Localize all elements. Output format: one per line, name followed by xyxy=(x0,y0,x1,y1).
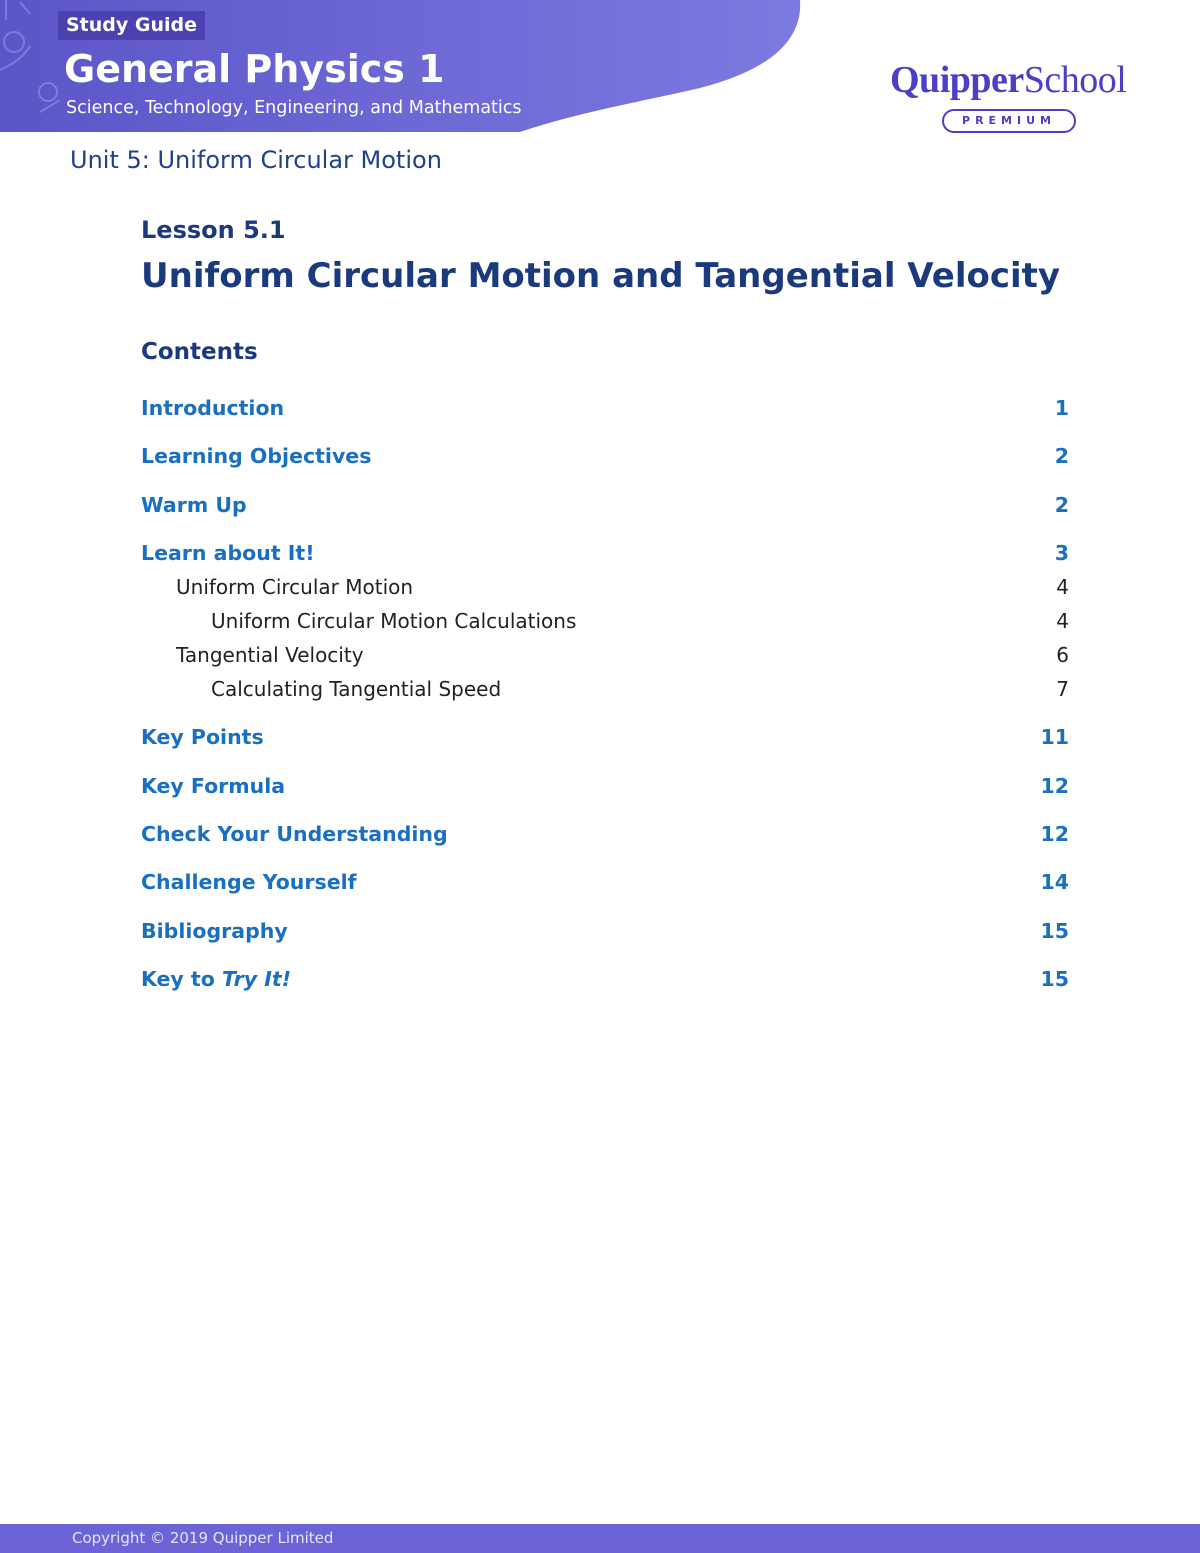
toc-page-number: 14 xyxy=(1040,870,1069,894)
toc-label-plain: Key to xyxy=(141,967,215,991)
toc-label xyxy=(141,964,291,994)
toc-label: Warm Up xyxy=(141,493,247,517)
course-subtitle: Science, Technology, Engineering, and Mathematics xyxy=(66,98,522,118)
copyright-text: Copyright © 2019 Quipper Limited xyxy=(72,1529,334,1547)
footer-bar xyxy=(0,1524,1200,1553)
toc-page-number: 4 xyxy=(1056,609,1069,633)
toc-label-italic: Try It! xyxy=(221,967,292,991)
logo-word-quipper: Quipper xyxy=(890,59,1024,101)
toc-label: Calculating Tangential Speed xyxy=(211,677,502,701)
study-guide-badge: Study Guide xyxy=(58,11,205,40)
toc-label: Uniform Circular Motion Calculations xyxy=(211,609,577,633)
toc-page-number: 1 xyxy=(1054,396,1069,420)
toc-page-number: 7 xyxy=(1056,677,1069,701)
toc-item-learning-objectives[interactable] xyxy=(141,441,1069,471)
toc-item-challenge-yourself[interactable] xyxy=(141,867,1069,897)
toc-item-calculating-tangential-speed[interactable] xyxy=(141,674,1069,704)
toc-label: Key Formula xyxy=(141,774,286,798)
toc-page-number: 4 xyxy=(1056,575,1069,599)
toc-label: Learning Objectives xyxy=(141,444,372,468)
toc-page-number: 3 xyxy=(1054,541,1069,565)
toc-item-learn-about-it[interactable] xyxy=(141,538,1069,568)
toc-item-uniform-circular-motion[interactable] xyxy=(141,572,1069,602)
premium-tag: PREMIUM xyxy=(942,109,1076,133)
toc-label: Learn about It! xyxy=(141,541,315,565)
toc-item-key-to-try-it[interactable] xyxy=(141,964,1069,994)
lesson-title: Uniform Circular Motion and Tangential Velocity xyxy=(141,256,1061,296)
toc-item-warm-up[interactable] xyxy=(141,490,1069,520)
toc-page-number: 6 xyxy=(1056,643,1069,667)
toc-page-number: 11 xyxy=(1040,725,1069,749)
toc-label: Check Your Understanding xyxy=(141,822,448,846)
toc-item-introduction[interactable] xyxy=(141,393,1069,423)
lesson-label: Lesson 5.1 xyxy=(141,216,286,244)
toc-page-number: 12 xyxy=(1040,822,1069,846)
unit-title: Unit 5: Uniform Circular Motion xyxy=(70,146,442,174)
toc-item-check-your-understanding[interactable] xyxy=(141,819,1069,849)
quipper-school-logo xyxy=(890,58,1135,138)
contents-heading: Contents xyxy=(141,339,258,365)
course-title: General Physics 1 xyxy=(64,47,445,91)
toc-page-number: 15 xyxy=(1040,967,1069,991)
toc-label: Challenge Yourself xyxy=(141,870,357,894)
toc-item-key-formula[interactable] xyxy=(141,771,1069,801)
header-banner xyxy=(0,0,810,132)
toc-item-ucm-calculations[interactable] xyxy=(141,606,1069,636)
toc-page-number: 2 xyxy=(1054,493,1069,517)
logo-word-school: School xyxy=(1023,59,1127,101)
toc-label: Tangential Velocity xyxy=(176,643,364,667)
toc-page-number: 2 xyxy=(1054,444,1069,468)
toc-item-key-points[interactable] xyxy=(141,722,1069,752)
toc-item-bibliography[interactable] xyxy=(141,916,1069,946)
toc-label: Bibliography xyxy=(141,919,288,943)
logo-wordmark xyxy=(890,58,1126,102)
toc-page-number: 12 xyxy=(1040,774,1069,798)
toc-item-tangential-velocity[interactable] xyxy=(141,640,1069,670)
toc-page-number: 15 xyxy=(1040,919,1069,943)
toc-label: Uniform Circular Motion xyxy=(176,575,414,599)
toc-label: Key Points xyxy=(141,725,264,749)
toc-label: Introduction xyxy=(141,396,285,420)
